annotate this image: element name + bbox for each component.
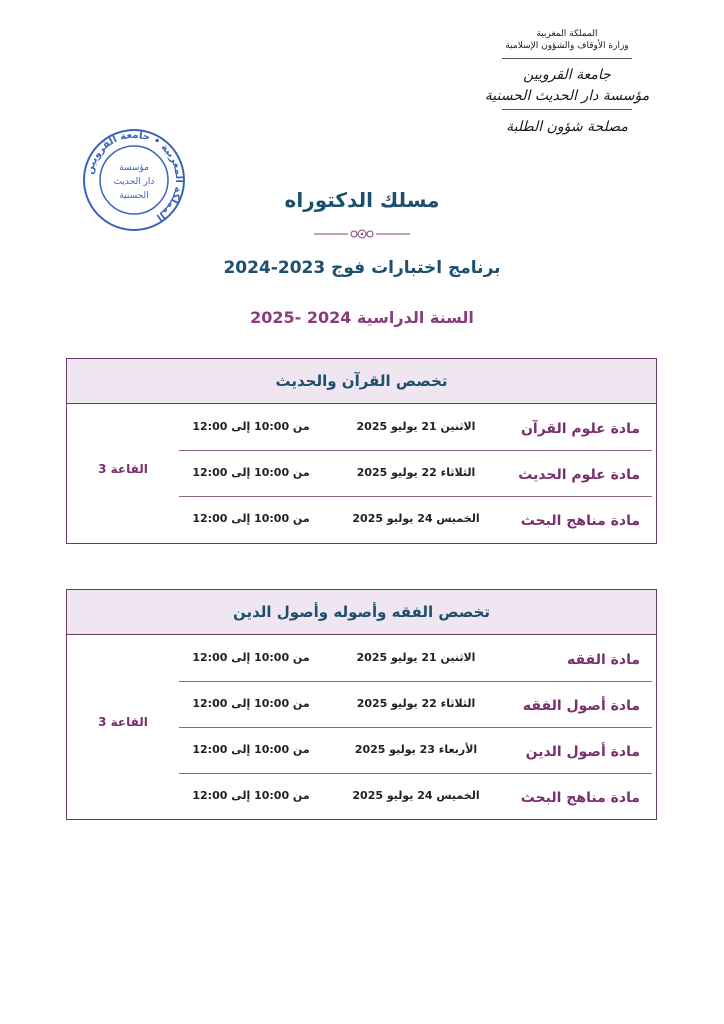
date-cell: الثلاثاء 22 يوليو 2025 (356, 697, 476, 710)
header-ministry: وزارة الأوقاف والشؤون الإسلامية (505, 41, 629, 51)
exam-program-title: برنامج اختبارات فوج 2023-2024 (223, 258, 501, 278)
subject-cell: مادة علوم الحديث (518, 467, 640, 483)
stamp-inner-line3: الحسنية (119, 191, 149, 201)
official-stamp (82, 128, 186, 232)
section-quran-hadith (66, 358, 657, 544)
page-title: مسلك الدكتوراه (284, 188, 440, 212)
table-row (67, 404, 656, 450)
subject-cell: مادة مناهج البحث (520, 513, 640, 529)
subject-cell: مادة الفقه (567, 652, 640, 668)
time-cell: من 10:00 إلى 12:00 (192, 512, 310, 525)
time-cell: من 10:00 إلى 12:00 (192, 651, 310, 664)
time-cell: من 10:00 إلى 12:00 (192, 789, 310, 802)
table-row (67, 727, 656, 773)
date-cell: الاثنين 21 يوليو 2025 (356, 651, 476, 664)
header-service: مصلحة شؤون الطلبة (506, 119, 628, 135)
stamp-outer-text: المملكة المغربية • جامعة القرويين (84, 129, 185, 223)
ornament-divider (312, 226, 412, 242)
section-heading: تخصص القرآن والحديث (67, 359, 656, 404)
table-row (67, 773, 656, 819)
date-cell: الثلاثاء 22 يوليو 2025 (356, 466, 476, 479)
institution-header (472, 28, 662, 138)
header-kingdom: المملكة المغربية (536, 29, 598, 39)
subject-cell: مادة مناهج البحث (520, 790, 640, 806)
date-cell: الخميس 24 يوليو 2025 (352, 789, 480, 802)
header-divider (502, 58, 632, 59)
time-cell: من 10:00 إلى 12:00 (192, 466, 310, 479)
table-row (67, 635, 656, 681)
subject-cell: مادة علوم القرآن (520, 421, 640, 437)
table-row (67, 496, 656, 542)
subject-cell: مادة أصول الدين (525, 744, 640, 760)
time-cell: من 10:00 إلى 12:00 (192, 743, 310, 756)
header-university: جامعة القرويين (523, 67, 611, 83)
section-fiqh-usul (66, 589, 657, 820)
room-label: القاعة 3 (98, 715, 148, 729)
section-heading: تخصص الفقه وأصوله وأصول الدين (67, 590, 656, 635)
stamp-inner-line1: مؤسسة (119, 163, 149, 173)
date-cell: الخميس 24 يوليو 2025 (352, 512, 480, 525)
date-cell: الأربعاء 23 يوليو 2025 (354, 743, 478, 756)
date-cell: الاثنين 21 يوليو 2025 (356, 420, 476, 433)
time-cell: من 10:00 إلى 12:00 (192, 697, 310, 710)
room-label: القاعة 3 (98, 462, 148, 476)
stamp-inner-line2: دار الحديث (113, 177, 155, 187)
header-divider-2 (502, 109, 632, 110)
academic-year: السنة الدراسية 2024 -2025 (250, 308, 474, 327)
subject-cell: مادة أصول الفقه (522, 698, 640, 714)
header-institute: مؤسسة دار الحديث الحسنية (484, 88, 650, 104)
time-cell: من 10:00 إلى 12:00 (192, 420, 310, 433)
